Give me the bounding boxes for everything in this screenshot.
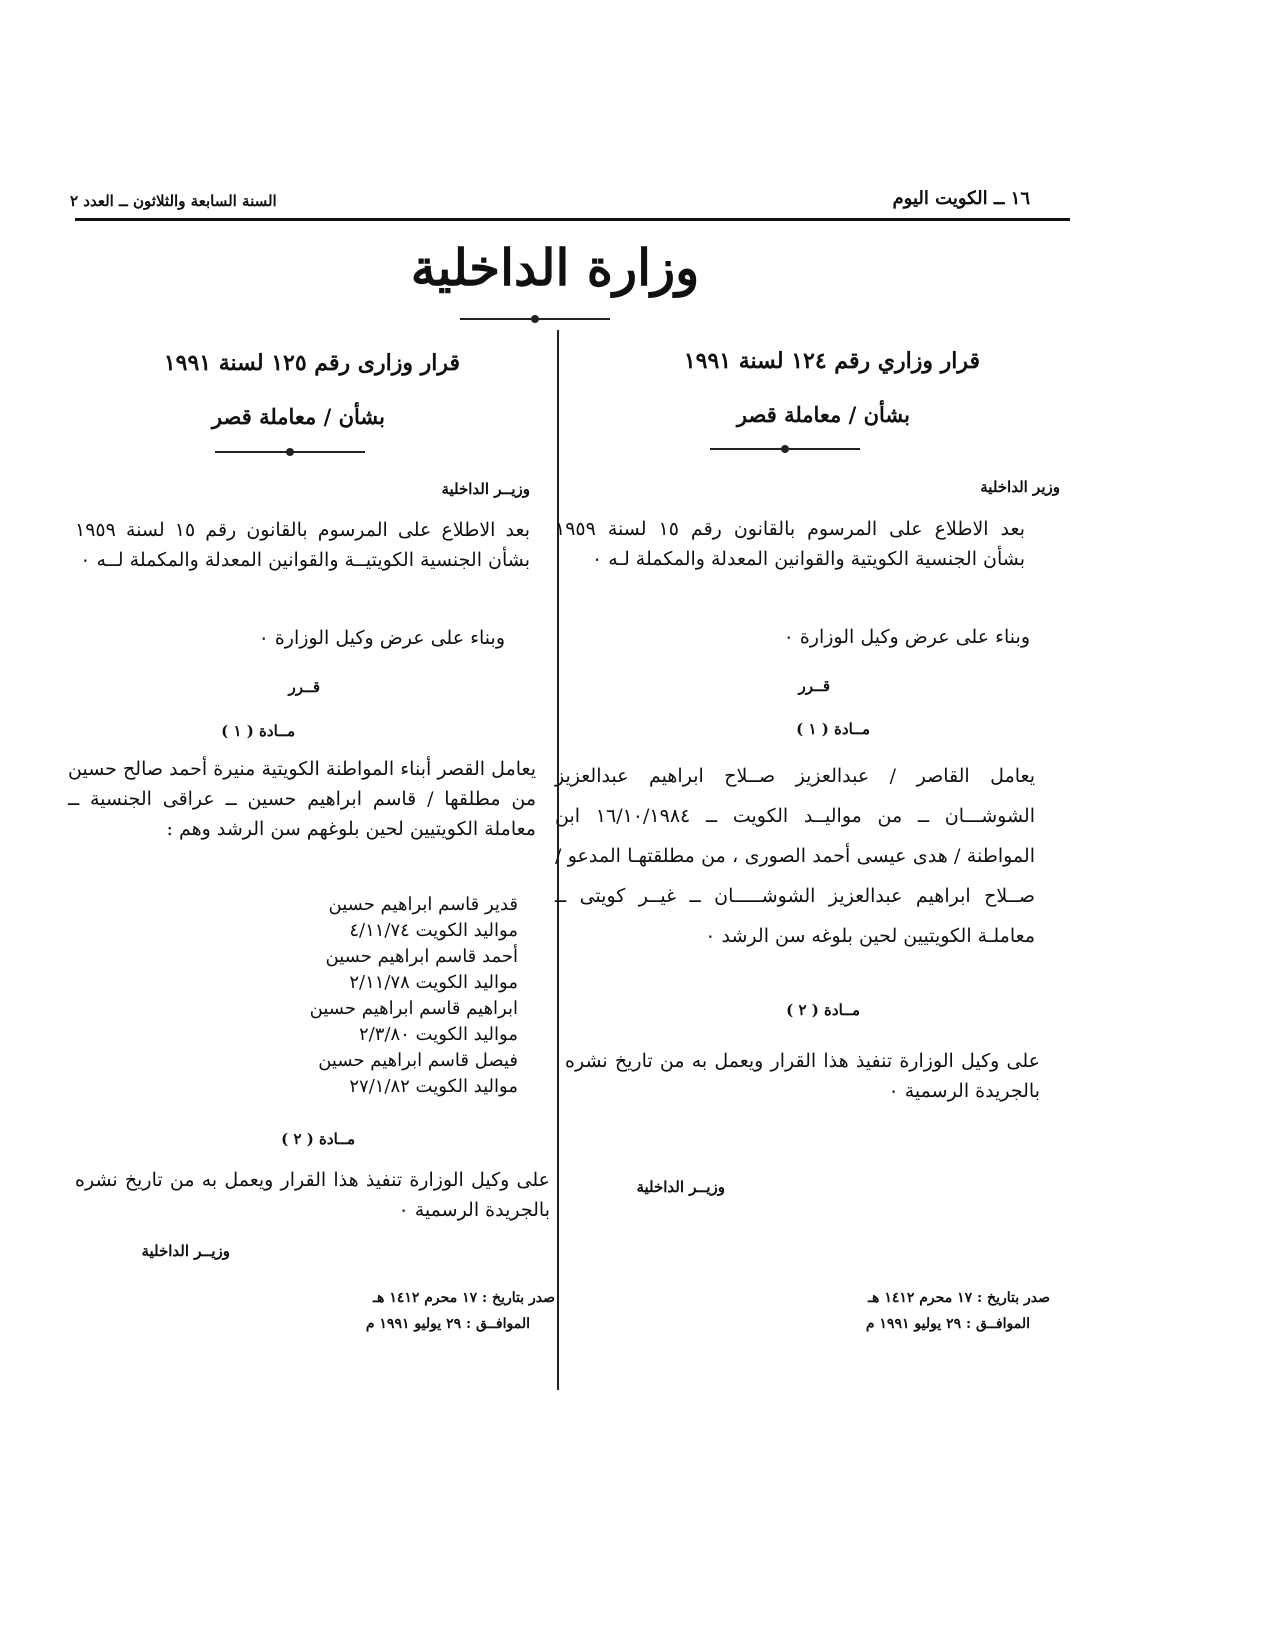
- right-decree-title: قرار وزاري رقم ١٢٤ لسنة ١٩٩١: [683, 348, 980, 374]
- title-ornament: [460, 318, 610, 320]
- right-article1-heading: مــادة ( ١ ): [796, 720, 870, 738]
- left-corresponding-date: الموافــق : ٢٩ يوليو ١٩٩١ م: [365, 1316, 530, 1332]
- left-decree-subject: بشأن / معاملة قصر: [211, 404, 385, 429]
- right-issued-date: صدر بتاريخ : ١٧ محرم ١٤١٢ هـ: [867, 1290, 1050, 1306]
- left-article1-heading: مــادة ( ١ ): [221, 722, 295, 740]
- minor-name-3: ابراهيم قاسم ابراهيم حسين: [309, 998, 518, 1019]
- header-rule: [75, 218, 1070, 221]
- left-minors-list: [258, 892, 518, 1100]
- left-proposal: وبناء على عرض وكيل الوزارة ٠: [258, 627, 505, 649]
- minor-name-4: فيصل قاسم ابراهيم حسين: [318, 1050, 518, 1071]
- minor-birth-1: مواليد الكويت ٤/١١/٧٤: [349, 920, 518, 941]
- left-decree-title: قرار وزارى رقم ١٢٥ لسنة ١٩٩١: [163, 350, 460, 376]
- left-subject-ornament: [215, 451, 365, 453]
- right-minister-heading: وزير الداخلية: [980, 478, 1060, 496]
- left-signature: وزيــر الداخلية: [141, 1242, 230, 1260]
- right-article2-heading: مــادة ( ٢ ): [786, 1001, 860, 1019]
- right-preamble: بعد الاطلاع على المرسوم بالقانون رقم ١٥ لسنة ١٩٥٩ بشأن الجنسية الكويتية والقوانين المعدلة والمكملة لـه ٠: [555, 518, 1025, 570]
- minor-birth-4: مواليد الكويت ٢٧/١/٨٢: [349, 1076, 518, 1097]
- left-article1-text: يعامل القصر أبناء المواطنة الكويتية منيرة أحمد صالح حسين من مطلقها / قاسم ابراهيم حسين ــ عراقى الجنسية ــ معاملة الكويتيين لحين بلوغهم سن الرشد وهم :: [68, 758, 536, 840]
- minor-birth-3: مواليد الكويت ٢/٣/٨٠: [359, 1024, 518, 1045]
- left-issued-date: صدر بتاريخ : ١٧ محرم ١٤١٢ هـ: [372, 1290, 555, 1306]
- minor-name-2: أحمد قاسم ابراهيم حسين: [325, 946, 518, 967]
- right-signature: وزيــر الداخلية: [636, 1178, 725, 1196]
- ministry-title: وزارة الداخلية: [410, 238, 700, 297]
- right-proposal: وبناء على عرض وكيل الوزارة ٠: [783, 626, 1030, 648]
- minor-name-1: قدير قاسم ابراهيم حسين: [328, 894, 518, 915]
- right-corresponding-date: الموافــق : ٢٩ يوليو ١٩٩١ م: [865, 1316, 1030, 1332]
- right-article2-text: على وكيل الوزارة تنفيذ هذا القرار ويعمل به من تاريخ نشره بالجريدة الرسمية ٠: [565, 1050, 1040, 1102]
- right-article1-text: يعامل القاصر / عبدالعزيز صــلاح ابراهيم عبدالعزيز الشوشـــان ــ من مواليــد الكويت ــ ١٦/١٠/١٩٨٤ ابن المواطنة / هدى عيسى أحمد الصورى ، من مطلقتهـا المدعو / صــلاح ابراهيم عبدالعزيز الشوشـــــان ــ غيــر كويتى ــ معاملـة الكويتيين لحين بلوغه سن الرشد ٠: [555, 765, 1035, 947]
- left-preamble: بعد الاطلاع على المرسوم بالقانون رقم ١٥ لسنة ١٩٥٩ بشأن الجنسية الكويتيــة والقوانين المعدلة والمكملة لــه ٠: [75, 519, 530, 571]
- right-subject-ornament: [710, 448, 860, 450]
- minor-birth-2: مواليد الكويت ٢/١١/٧٨: [349, 972, 518, 993]
- left-minister-heading: وزيــر الداخلية: [441, 480, 530, 498]
- right-decided: قــرر: [798, 677, 830, 695]
- left-decided: قــرر: [288, 678, 320, 696]
- left-article2-text: على وكيل الوزارة تنفيذ هذا القرار ويعمل به من تاريخ نشره بالجريدة الرسمية ٠: [75, 1169, 550, 1221]
- header-page-number: ١٦ ــ الكويت اليوم: [892, 188, 1030, 209]
- left-article2-heading: مــادة ( ٢ ): [281, 1130, 355, 1148]
- right-decree-subject: بشأن / معاملة قصر: [736, 402, 910, 427]
- header-issue-info: السنة السابعة والثلاثون ــ العدد ٢: [70, 192, 277, 210]
